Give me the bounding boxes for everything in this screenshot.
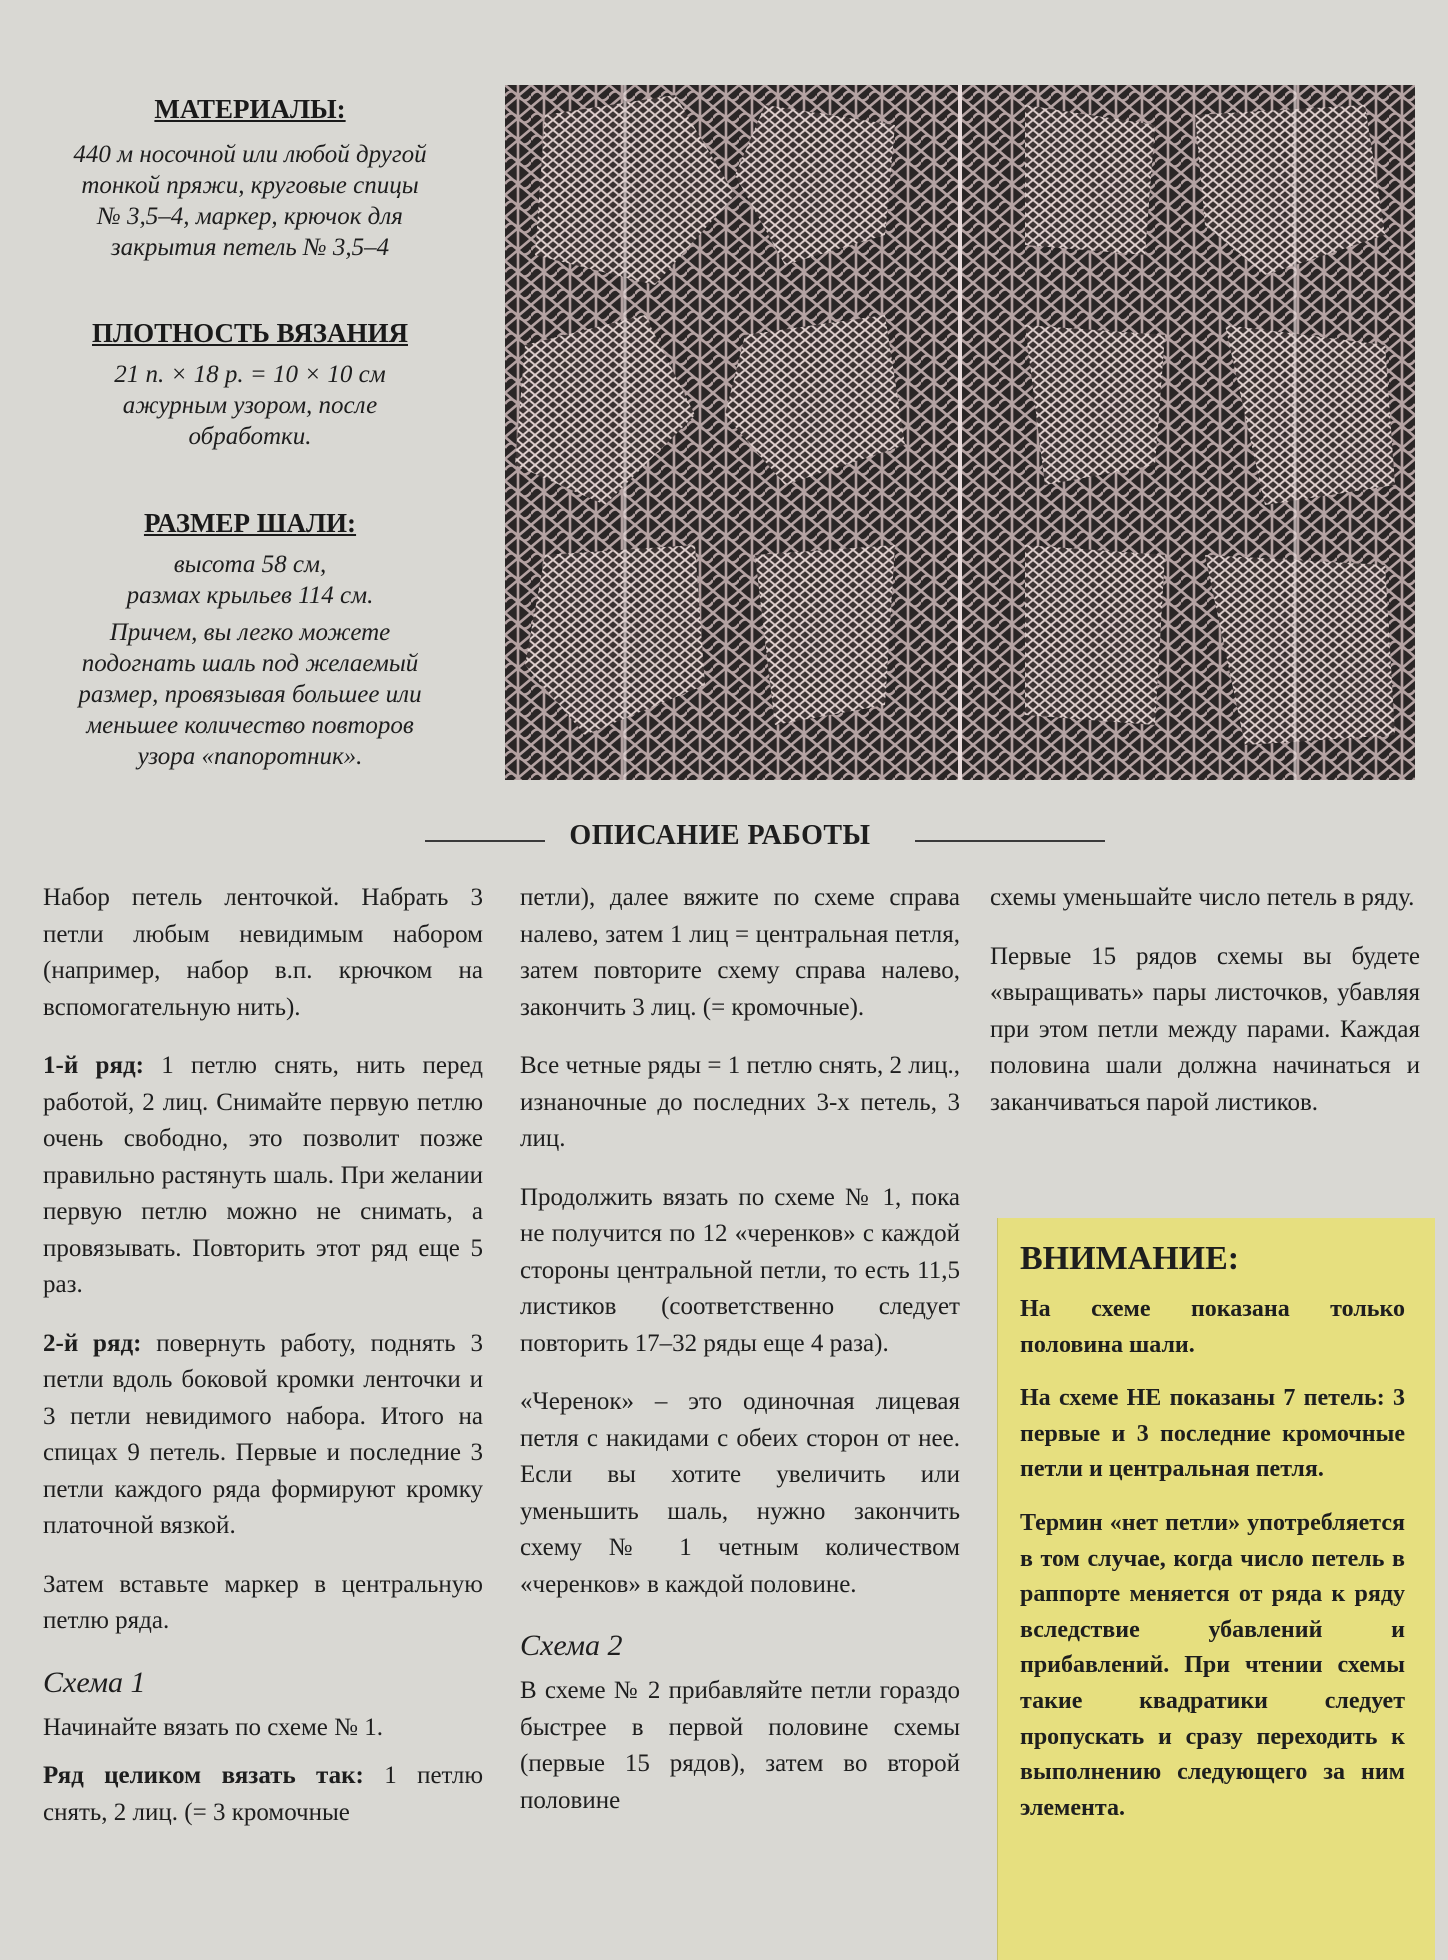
schema-1-heading: Схема 1 (43, 1665, 146, 1699)
gauge-block (30, 318, 470, 452)
size-line: размах крыльев 114 см. (126, 582, 374, 609)
size-block (30, 508, 470, 772)
paragraph: Все четные ряды = 1 петлю снять, 2 лиц., изнаночные до последних 3-х петель, 3 лиц. (520, 1052, 960, 1152)
paragraph: схемы уменьшайте число петель в ряду. (990, 884, 1415, 911)
size-line: высота 58 см, (173, 551, 327, 578)
column-2 (520, 880, 960, 1819)
lace-photo (505, 85, 1415, 780)
gauge-line: обработки. (188, 423, 312, 450)
paragraph: Затем вставьте маркер в центральную петлю ряда. (43, 1570, 483, 1634)
paragraph: Начинайте вязать по схеме № 1. (43, 1713, 383, 1741)
attention-paragraph: На схеме НЕ показаны 7 петель: 3 первые и 3 последние кромочные петли и центральная петля. (1020, 1385, 1405, 1483)
gauge-heading: ПЛОТНОСТЬ ВЯЗАНИЯ (92, 318, 408, 348)
row-label: 2-й ряд: (43, 1329, 142, 1357)
schema-2-heading: Схема 2 (520, 1629, 623, 1662)
gauge-line: ажурным узором, после (122, 392, 378, 419)
section-title: ОПИСАНИЕ РАБОТЫ (569, 820, 871, 851)
size-line: меньшее количество повторов (86, 712, 414, 739)
materials-line: тонкой пряжи, круговые спицы (81, 172, 419, 199)
paragraph: 2-й ряд: повернуть работу, поднять 3 петли вдоль боковой кромки ленточки и 3 петли невидимого набора. Итого на спицах 9 петель. Первые и последние 3 петли каждого ряда формируют кромку платочной вязкой. (43, 1329, 483, 1539)
attention-paragraph: Термин «нет петли» употребляется в том случае, когда число петель в раппорте меняется от ряда к ряду вследствие убавлений и прибавлений. При чтении схемы такие квадратики следует пропускать и сразу переходить к выполнению следующего за ним элемента. (1020, 1509, 1405, 1821)
paragraph: Ряд целиком вязать так: 1 петлю снять, 2 лиц. (= 3 кромочные (43, 1762, 483, 1826)
paragraph: Продолжить вязать по схеме № 1, пока не получится по 12 «черенков» с каждой стороны центральной петли, то есть 11,5 листиков (соответственно следует повторить 17–32 ряды еще 4 раза). (520, 1183, 960, 1357)
paragraph: Набор петель ленточкой. Набрать 3 петли любым невидимым набором (например, набор в.п. крючком на вспомогательную нить). (43, 884, 483, 1021)
materials-line: 440 м носочной или любой другой (73, 141, 427, 168)
paragraph: петли), далее вяжите по схеме справа налево, затем 1 лиц = центральная петля, затем повторите схему справа налево, закончить 3 лиц. (= кромочные). (520, 884, 960, 1021)
size-line: размер, провязывая большее или (78, 681, 422, 708)
materials-heading: МАТЕРИАЛЫ: (154, 94, 346, 124)
paragraph: В схеме № 2 прибавляйте петли гораздо быстрее в первой половине схемы (первые 15 рядов), затем во второй половине (520, 1677, 960, 1814)
row-label: Ряд целиком вязать так: (43, 1762, 364, 1789)
column-1 (43, 880, 483, 1831)
attention-title: ВНИМАНИЕ: (1020, 1240, 1240, 1277)
paragraph: «Черенок» – это одиночная лицевая петля с накидами с обеих сторон от нее. Если вы хотите увеличить или уменьшить шаль, нужно закончить схему № 1 четным количеством «черенков» в каждой половине. (520, 1388, 960, 1598)
section-rule-right (915, 840, 1105, 842)
paragraph: Первые 15 рядов схемы вы будете «выращивать» пары листочков, убавляя при этом петли между парами. Каждая половина шали должна начинаться и заканчиваться парой листиков. (990, 942, 1420, 1116)
size-line: подогнать шаль под желаемый (81, 650, 419, 677)
materials-block (30, 94, 470, 263)
attention-paragraph: На схеме показана только половина шали. (1020, 1296, 1405, 1358)
attention-box (997, 1218, 1435, 1960)
size-line: узора «папоротник». (137, 743, 363, 770)
lace-pattern-image (505, 85, 1415, 780)
materials-line: № 3,5–4, маркер, крючок для (97, 203, 403, 230)
gauge-line: 21 п. × 18 р. = 10 × 10 см (114, 361, 386, 388)
column-3 (990, 880, 1420, 1121)
section-rule-left (425, 840, 545, 842)
size-heading: РАЗМЕР ШАЛИ: (143, 508, 357, 538)
materials-line: закрытия петель № 3,5–4 (110, 234, 390, 261)
row-label: 1-й ряд: (43, 1052, 144, 1079)
size-line: Причем, вы легко можете (109, 619, 391, 646)
paragraph: 1-й ряд: 1 петлю снять, нить перед работой, 2 лиц. Снимайте первую петлю очень свободно, это позволит позже правильно растянуть шаль. При желании первую петлю можно не снимать, а провязывать. Повторить этот ряд еще 5 раз. (43, 1052, 483, 1298)
